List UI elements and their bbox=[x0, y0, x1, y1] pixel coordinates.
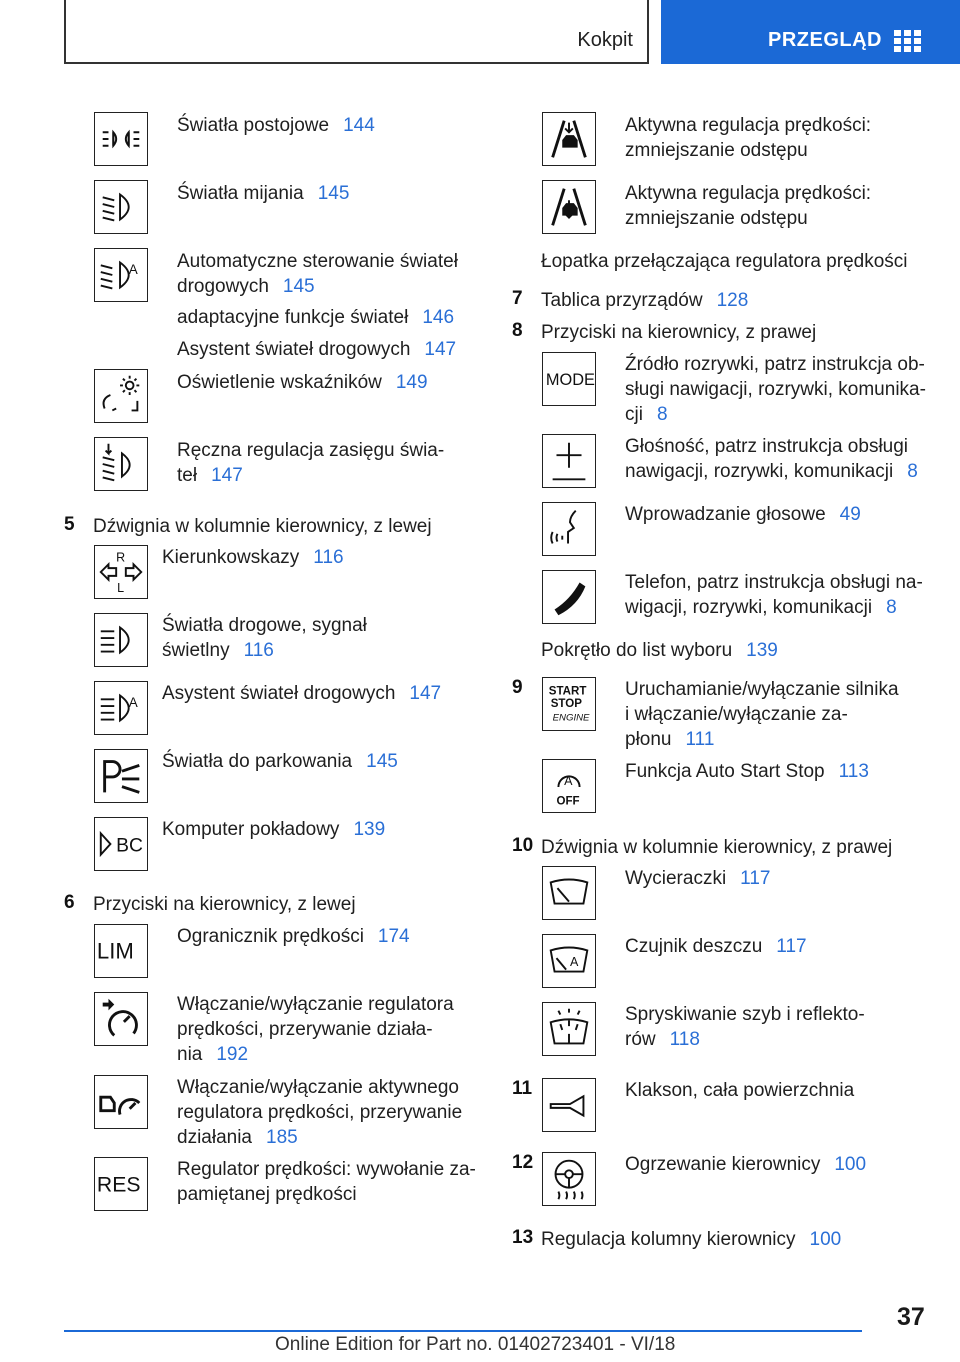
page-number: 37 bbox=[897, 1303, 925, 1331]
section-heading: Dźwignia w kolumnie kierownicy, z prawej bbox=[541, 837, 893, 858]
page-ref-link[interactable]: 146 bbox=[422, 307, 455, 328]
svg-text:A: A bbox=[569, 954, 579, 969]
board-computer-icon bbox=[94, 817, 148, 871]
section-number: 11 bbox=[512, 1078, 533, 1099]
page-ref-link[interactable]: 116 bbox=[313, 547, 344, 568]
list-item: Łopatka przełączająca regulatora prędkości bbox=[541, 251, 908, 272]
active-cruise-control-button[interactable] bbox=[94, 1075, 148, 1129]
parking-lights-icon bbox=[94, 112, 148, 166]
list-item: Głośność, patrz instrukcja obsługi nawigacji, rozrywki, komunikacji 8 bbox=[625, 436, 918, 482]
page-ref-link[interactable]: 117 bbox=[776, 936, 807, 957]
list-item: Kierunkowskazy 116 bbox=[162, 547, 344, 568]
list-item: Aktywna regulacja prędkości: zmniejszanie odstępu bbox=[625, 183, 872, 229]
auto-high-beam-icon bbox=[94, 248, 148, 302]
high-beam-assist-icon bbox=[94, 681, 148, 735]
list-item: Aktywna regulacja prędkości: zmniejszanie odstępu bbox=[625, 115, 872, 161]
list-item: Ogranicznik prędkości 174 bbox=[177, 926, 410, 947]
svg-text:A: A bbox=[128, 695, 138, 711]
volume-button[interactable] bbox=[542, 434, 596, 488]
list-item: Światła mijania 145 bbox=[177, 183, 350, 204]
page-ref-link[interactable]: 139 bbox=[746, 640, 778, 661]
list-item: Wycieraczki 117 bbox=[625, 868, 771, 889]
instrument-lighting-icon bbox=[94, 369, 148, 423]
phone-button[interactable] bbox=[542, 570, 596, 624]
page-ref-link[interactable]: 147 bbox=[409, 683, 442, 704]
svg-text:BC: BC bbox=[116, 835, 143, 857]
section-number: 5 bbox=[64, 514, 75, 535]
page-ref-link[interactable]: 111 bbox=[685, 729, 715, 750]
steering-wheel-heating-button[interactable] bbox=[542, 1152, 596, 1206]
page-ref-link[interactable]: 100 bbox=[809, 1229, 842, 1250]
svg-text:ENGINE: ENGINE bbox=[552, 712, 590, 724]
section-number: 13 bbox=[512, 1227, 534, 1248]
list-item: Telefon, patrz instrukcja obsługi na- wigacji, rozrywki, komunikacji 8 bbox=[625, 572, 923, 618]
header-section-box bbox=[64, 0, 649, 64]
list-item: Światła do parkowania 145 bbox=[162, 751, 398, 772]
list-item: Włączanie/wyłączanie regulatora prędkości, przerywanie działa- nia 192 bbox=[177, 994, 454, 1065]
section-heading: Dźwignia w kolumnie kierownicy, z lewej bbox=[93, 516, 432, 537]
page-ref-link[interactable]: 128 bbox=[716, 290, 749, 311]
svg-text:RES: RES bbox=[96, 1173, 141, 1197]
page-ref-link[interactable]: 145 bbox=[282, 276, 315, 297]
wipers-icon bbox=[542, 866, 596, 920]
washer-icon bbox=[542, 1002, 596, 1056]
headlight-range-icon bbox=[94, 437, 148, 491]
list-item: Włączanie/wyłączanie aktywnego regulatora prędkości, przerywanie działania 185 bbox=[177, 1077, 463, 1148]
svg-text:R: R bbox=[116, 550, 126, 565]
svg-text:A: A bbox=[128, 262, 138, 278]
horn-icon bbox=[542, 1078, 596, 1132]
page-ref-link[interactable]: 147 bbox=[211, 465, 243, 486]
cruise-control-toggle-button[interactable] bbox=[94, 992, 148, 1046]
page-ref-link[interactable]: 8 bbox=[656, 404, 668, 425]
overview-nav-button[interactable] bbox=[661, 0, 960, 64]
svg-text:STOP: STOP bbox=[550, 697, 582, 710]
page-ref-link[interactable]: 8 bbox=[907, 461, 918, 482]
list-item: Regulator prędkości: wywołanie za- pamiętanej prędkości bbox=[177, 1159, 476, 1205]
list-item: Funkcja Auto Start Stop 113 bbox=[625, 761, 869, 782]
svg-text:START: START bbox=[548, 685, 587, 698]
section-heading: Tablica przyrządów 128 bbox=[541, 290, 749, 311]
page-ref-link[interactable]: 144 bbox=[343, 115, 375, 136]
list-item: Asystent świateł drogowych 147 bbox=[162, 683, 442, 704]
section-heading: Regulacja kolumny kierownicy 100 bbox=[541, 1229, 842, 1250]
auto-start-stop-button[interactable] bbox=[542, 759, 596, 813]
page-ref-link[interactable]: 147 bbox=[424, 339, 457, 360]
svg-text:OFF: OFF bbox=[556, 795, 580, 808]
svg-text:A: A bbox=[564, 774, 573, 789]
section-number: 6 bbox=[64, 892, 75, 913]
section-number: 10 bbox=[512, 835, 534, 856]
page-ref-link[interactable]: 145 bbox=[366, 751, 398, 772]
page-ref-link[interactable]: 174 bbox=[377, 926, 410, 947]
high-beam-icon bbox=[94, 613, 148, 667]
page-ref-link[interactable]: 185 bbox=[266, 1127, 298, 1148]
edition-text: Online Edition for Part no. 01402723401 - VI/18 bbox=[275, 1334, 676, 1355]
list-item: Asystent świateł drogowych 147 bbox=[177, 339, 457, 360]
distance-increase-icon bbox=[542, 180, 596, 234]
list-item: Spryskiwanie szyb i reflekto- rów 118 bbox=[625, 1004, 865, 1050]
page-ref-link[interactable]: 8 bbox=[886, 597, 897, 618]
list-item: Klakson, cała powierzchnia bbox=[625, 1080, 855, 1101]
page-ref-link[interactable]: 145 bbox=[317, 183, 350, 204]
list-item: Ręczna regulacja zasięgu świa- teł 147 bbox=[177, 440, 445, 486]
list-item: Automatyczne sterowanie świateł drogowych 145 bbox=[177, 251, 458, 297]
list-item: Oświetlenie wskaźników 149 bbox=[177, 372, 428, 393]
distance-decrease-icon bbox=[542, 112, 596, 166]
section-heading: Przyciski na kierownicy, z prawej bbox=[541, 322, 817, 343]
svg-text:LIM: LIM bbox=[96, 938, 134, 964]
list-item: Czujnik deszczu 117 bbox=[625, 936, 807, 957]
list-item: Pokrętło do list wyboru 139 bbox=[541, 640, 778, 661]
list-item: Wprowadzanie głosowe 49 bbox=[625, 504, 861, 525]
voice-input-button[interactable] bbox=[542, 502, 596, 556]
start-stop-button[interactable] bbox=[542, 677, 596, 731]
svg-text:MODE: MODE bbox=[545, 370, 595, 389]
header-section-title: Kokpit bbox=[577, 29, 633, 51]
rain-sensor-icon bbox=[542, 934, 596, 988]
page-ref-link[interactable]: 118 bbox=[669, 1029, 700, 1050]
list-item: Światła drogowe, sygnał świetlny 116 bbox=[162, 615, 367, 661]
page-ref-link[interactable]: 192 bbox=[216, 1044, 249, 1065]
mode-button[interactable] bbox=[542, 352, 596, 406]
section-number: 9 bbox=[512, 677, 523, 698]
page-ref-link[interactable]: 117 bbox=[740, 868, 771, 889]
grid-menu-icon bbox=[894, 30, 922, 52]
section-heading: Przyciski na kierownicy, z lewej bbox=[93, 894, 356, 915]
speed-limiter-button[interactable] bbox=[94, 924, 148, 978]
turn-signal-icon bbox=[94, 545, 148, 599]
section-number: 8 bbox=[512, 320, 523, 341]
list-item: Źródło rozrywki, patrz instrukcja ob- sługi nawigacji, rozrywki, komunika- cji 8 bbox=[625, 354, 926, 425]
page-ref-link[interactable]: 139 bbox=[353, 819, 386, 840]
overview-nav-label: PRZEGLĄD bbox=[768, 29, 882, 51]
svg-text:L: L bbox=[117, 581, 125, 596]
page-ref-link[interactable]: 149 bbox=[395, 372, 428, 393]
list-item: Komputer pokładowy 139 bbox=[162, 819, 386, 840]
parking-light-icon bbox=[94, 749, 148, 803]
page-ref-link[interactable]: 113 bbox=[838, 761, 869, 782]
list-item: adaptacyjne funkcje świateł 146 bbox=[177, 307, 455, 328]
low-beam-icon bbox=[94, 180, 148, 234]
footer-divider bbox=[64, 1330, 862, 1332]
page-ref-link[interactable]: 116 bbox=[243, 640, 274, 661]
section-number: 7 bbox=[512, 288, 523, 309]
page-ref-link[interactable]: 49 bbox=[839, 504, 861, 525]
section-number: 12 bbox=[512, 1152, 534, 1173]
page-ref-link[interactable]: 100 bbox=[834, 1154, 867, 1175]
resume-speed-button[interactable] bbox=[94, 1157, 148, 1211]
list-item: Uruchamianie/wyłączanie silnika i włączanie/wyłączanie za- płonu 111 bbox=[625, 679, 899, 750]
list-item: Światła postojowe 144 bbox=[177, 115, 375, 136]
list-item: Ogrzewanie kierownicy 100 bbox=[625, 1154, 867, 1175]
